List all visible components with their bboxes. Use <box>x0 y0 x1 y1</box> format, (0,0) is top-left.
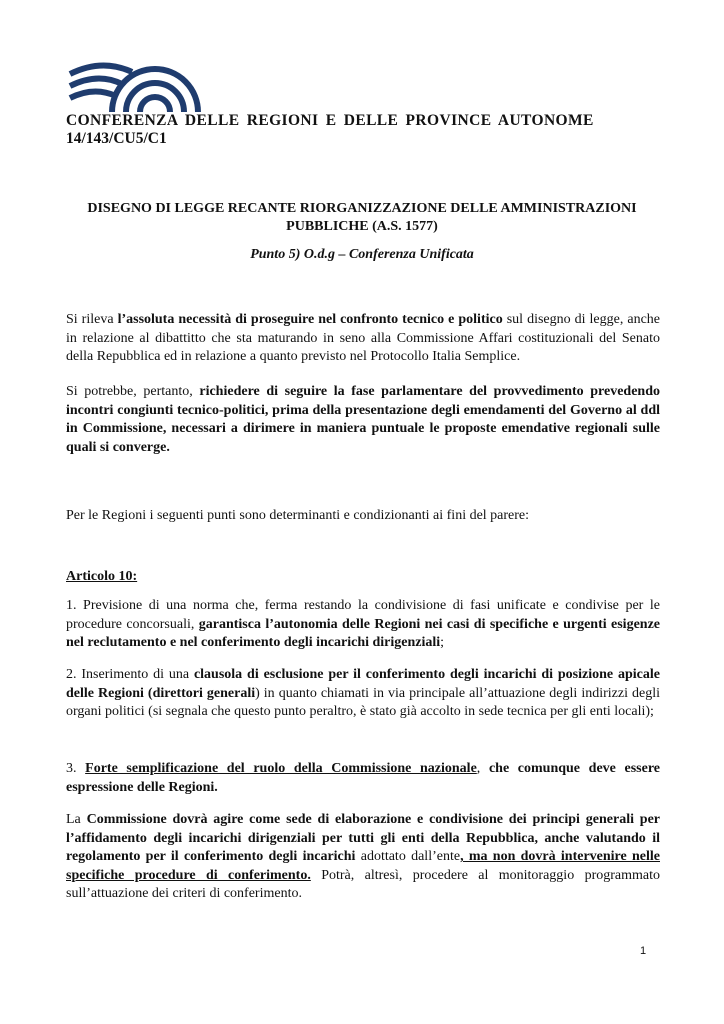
article-item-3: 3. Forte semplificazione del ruolo della Commissione nazionale, che comunque deve essere espressione delle Regioni. <box>66 761 660 795</box>
conference-logo <box>62 52 212 112</box>
agenda-point: Punto 5) O.d.g – Conferenza Unificata <box>250 247 474 262</box>
article-heading: Articolo 10: <box>66 569 138 584</box>
page-number: 1 <box>640 945 647 957</box>
article-item-2: 2. Inserimento di una clausola di esclusione per il conferimento degli incarichi di posizione apicale delle Regioni (direttori generali) in quanto chiamati in via principale all’attuazione degli indirizzi degli organi politici (si segnala che questo punto peraltro, è stato già accolto in sede tecnica per gli enti locali); <box>66 667 660 720</box>
organization-name: CONFERENZA DELLE REGIONI E DELLE PROVINCE AUTONOME <box>66 112 594 129</box>
organization-header <box>66 112 666 148</box>
protocol-number: 14/143/CU5/C1 <box>66 130 167 147</box>
paragraph-1: Si rileva l’assoluta necessità di proseguire nel confronto tecnico e politico sul disegno di legge, anche in relazione al dibattitto che sta maturando in seno alla Commissione Affari costituzionali del Senato della Repubblica ed in relazione a quanto previsto nel Protocollo Italia Semplice. <box>66 312 660 365</box>
document-title <box>62 200 662 236</box>
document-title-line2: PUBBLICHE (A.S. 1577) <box>286 219 438 234</box>
paragraph-2: Si potrebbe, pertanto, richiedere di seguire la fase parlamentare del provvedimento prevedendo incontri congiunti tecnico-politici, prima della presentazione degli emendamenti del Governo al ddl in Commissione, necessari a dirimere in maniera puntuale le proposte emendative regionali sulle quali si converge. <box>66 384 660 455</box>
paragraph-4: La Commissione dovrà agire come sede di elaborazione e condivisione dei principi generali per l’affidamento degli incarichi dirigenziali per tutti gli enti della Repubblica, anche valutando il regolamento per il conferimento degli incarichi adottato dall’ente, ma non dovrà intervenire nelle specifiche procedure di conferimento. Potrà, altresì, procedere al monitoraggio programmato sull’attuazione dei criteri di conferimento. <box>66 812 660 902</box>
paragraph-3: Per le Regioni i seguenti punti sono determinanti e condizionanti ai fini del parere: <box>66 508 530 523</box>
article-item-1: 1. Previsione di una norma che, ferma restando la condivisione di fasi unificate e condivise per le procedure concorsuali, garantisca l’autonomia delle Regioni nei casi di specifiche e urgenti esigenze nel reclutamento e nel conferimento degli incarichi dirigenziali; <box>66 598 660 651</box>
document-title-line1: DISEGNO DI LEGGE RECANTE RIORGANIZZAZIONE DELLE AMMINISTRAZIONI <box>87 201 637 216</box>
